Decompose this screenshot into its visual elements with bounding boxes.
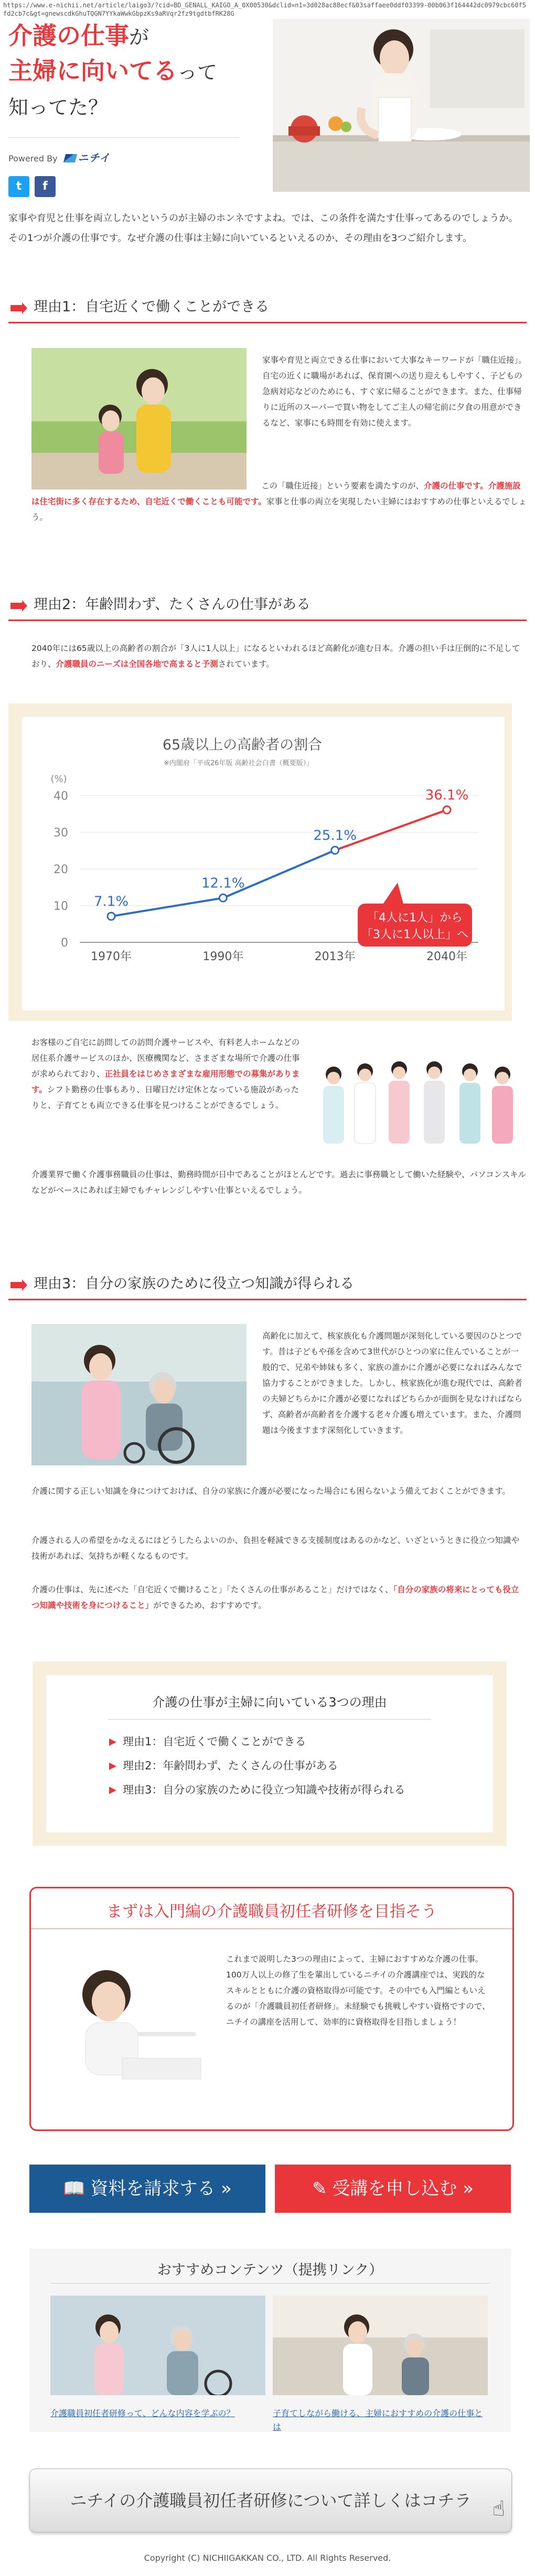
chart-data-label: 12.1% <box>201 875 245 892</box>
section3-para4-emph: 「自分の家族の将来にとっても役立つ知識や技術を身につけること」 <box>31 1585 519 1610</box>
recommend-link[interactable]: 子育てしながら働ける、主婦におすすめの介護の仕事とは <box>273 2408 483 2432</box>
title-line3: 知ってた？ <box>8 96 109 119</box>
chart-data-label: 25.1% <box>313 828 357 844</box>
section3-para4-prefix: 介護の仕事は、先に述べた「自宅近くで働けること」「たくさんの仕事があること」だけではなく、 <box>31 1585 393 1594</box>
chart-point <box>108 912 115 920</box>
section2-body-emph: 介護職員のニーズは全国各地で高まると予測 <box>56 659 218 669</box>
logo-text: ニチイ <box>78 151 111 164</box>
recommend-link[interactable]: 介護職員初任者研修って、どんな内容を学ぶの？ <box>50 2408 235 2419</box>
chart-x-axis <box>91 950 467 963</box>
annotation-line1: 「4人に1人」から <box>367 911 463 925</box>
request-materials-button[interactable] <box>29 2165 265 2213</box>
annotation-line2: 「3人に1人以上」へ <box>361 928 468 941</box>
y-tick-label: 30 <box>54 827 68 840</box>
section3-body-tail: また、介護問題は今後ますます深刻化していきます。 <box>262 1410 521 1435</box>
cta-title: まずは入門編の介護職員初任者研修を目指そう <box>106 1903 437 1921</box>
powered-by-label: Powered By <box>8 154 58 164</box>
summary-divider <box>108 1719 431 1720</box>
apply-course-button[interactable] <box>275 2165 511 2213</box>
recommend-card[interactable] <box>50 2296 268 2420</box>
facebook-share-button[interactable]: f <box>35 176 56 197</box>
triangle-bullet-icon <box>109 1787 116 1794</box>
title-line2: 主婦に向いてる <box>8 57 177 85</box>
x-tick-label: 2040年 <box>426 950 467 963</box>
x-tick-label: 1970年 <box>91 950 132 963</box>
section2-para2 <box>31 1035 302 1113</box>
recommend-title: おすすめコンテンツ（提携リンク） <box>157 2262 383 2278</box>
social-share <box>8 176 61 197</box>
summary-item-text: 理由1：自宅近くで働くことができる <box>123 1735 306 1748</box>
section1-emph: 介護の仕事です。介護施設は住宅街に多く存在するため、自宅近くで働くことも可能です。 <box>31 481 521 506</box>
y-tick-label: 10 <box>54 900 68 913</box>
section2-para2-tail: シフト勤務の仕事もあり、日曜日だけ定休となっている施設があったりと、子育てとも両立できる仕事を見つけることができるでしょう。 <box>31 1085 299 1110</box>
request-materials-label: 資料を請求する » <box>90 2178 232 2199</box>
nichii-logo[interactable] <box>65 148 111 168</box>
chart-data-labels <box>94 787 468 909</box>
chart-point <box>443 806 451 813</box>
chart-data-label: 7.1% <box>93 894 129 910</box>
section2-para3: 介護業界で働く介護事務職員の仕事は、勤務時間が日中であることがほとんどです。過去に事務職として働いた経験や、パソコンスキルなどがベースにあれば主婦でもチャレンジしやすい仕事といえるでしょう。 <box>31 1170 527 1195</box>
section1-emph-prefix: この「職住近接」という要素を満たすのが、 <box>261 481 424 491</box>
annotation-pointer <box>382 883 404 906</box>
hero <box>0 19 535 192</box>
nichii-mark-icon <box>63 154 77 162</box>
woman-studying-illustration <box>54 1953 206 2084</box>
triangle-bullet-icon <box>109 1763 116 1770</box>
y-tick-label: 40 <box>54 790 68 803</box>
section2-body <box>31 640 527 672</box>
y-tick-label: 20 <box>54 863 68 876</box>
chart-point <box>331 846 339 854</box>
hero-kitchen-photo <box>273 19 530 192</box>
section2-para2-text: お客様のご自宅に訪問しての訪問介護サービスや、有料老人ホームなどの居住系介護サービスのほか、医療機関など、さまざまな場所で介護の仕事が求められており、 <box>31 1038 300 1079</box>
pointer-hand-icon: ☝ <box>492 2497 505 2521</box>
x-tick-label: 2013年 <box>314 950 356 963</box>
section3-heading <box>8 1274 527 1300</box>
pencil-icon: ✎ <box>312 2178 327 2199</box>
woman-kitchen-illustration <box>273 19 530 192</box>
elderly-care-photo <box>31 1324 247 1465</box>
twitter-share-button[interactable]: t <box>8 176 29 197</box>
chart-annotation <box>358 883 472 947</box>
cta-box <box>29 1887 514 2131</box>
hero-divider <box>8 137 239 138</box>
arrow-bullet-icon <box>10 1282 22 1288</box>
mother-child-illustration <box>31 348 247 490</box>
arrow-bullet-icon <box>10 603 22 609</box>
section1-emph-paragraph <box>31 478 527 525</box>
section3-para4 <box>31 1582 527 1613</box>
summary-item <box>109 1758 338 1774</box>
section2-heading <box>8 594 527 621</box>
x-tick-label: 1990年 <box>202 950 244 963</box>
care-staff-group-illustration <box>313 1053 525 1147</box>
section3-body <box>262 1328 527 1438</box>
copyright: Copyright (C) NICHIIGAKKAN CO., LTD. All Rights Reserved. <box>144 2553 391 2563</box>
mother-child-photo <box>31 348 247 490</box>
title-line1: 介護の仕事 <box>8 21 129 50</box>
care-staff-photo <box>313 1053 525 1147</box>
page-title <box>8 19 255 124</box>
section3-para3: 介護される人の希望をかなえるにはどうしたらよいのか、負担を軽減できる支援制度はあるのかなど、いざというときに役立つ知識や技術があれば、気持ちが軽くなるものです。 <box>31 1536 520 1561</box>
apply-course-label: 受講を申し込む » <box>332 2178 474 2199</box>
chart-y-axis <box>54 790 68 950</box>
summary-card <box>46 1675 493 1832</box>
summary-item-text: 理由3：自分の家族のために役立つ知識や技術が得られる <box>123 1784 405 1796</box>
title-line1-suffix: が <box>129 26 149 49</box>
section3-para2: 介護に関する正しい知識を身につけておけば、自分の家族に介護が必要になった場合にも困らないよう備えておくことができます。 <box>31 1486 510 1496</box>
y-tick-label: 0 <box>61 937 68 950</box>
summary-item-text: 理由2：年齢問わず、たくさんの仕事がある <box>123 1759 338 1772</box>
section1-title: 理由1：自宅近くで働くことができる <box>34 299 270 315</box>
recommend-thumbnail <box>273 2296 488 2395</box>
recommend-divider <box>50 2283 490 2284</box>
recommend-thumbnail <box>50 2296 265 2395</box>
arrow-bullet-icon <box>10 305 22 311</box>
book-icon: 📖 <box>63 2178 85 2199</box>
summary-item <box>109 1782 405 1798</box>
chart-card <box>22 717 505 1010</box>
section2-title: 理由2：年齢問わず、たくさんの仕事がある <box>34 596 311 613</box>
chart-subtitle: ※内閣府「平成26年版 高齢社会白書（概要版）」 <box>164 759 314 767</box>
recommend-card[interactable] <box>273 2296 490 2434</box>
recommended-contents <box>29 2248 511 2432</box>
title-line2-suffix: って <box>177 61 218 84</box>
section1-tail: 家事と仕事の両立を実現したい主婦にはおすすめの仕事といえるでしょう。 <box>31 497 527 522</box>
section1-body: 家事や育児と両立できる仕事において大事なキーワードが「職住近接」。自宅の近くに職場があれば、保育園への送り迎えもしやすく、子どもの急病対応などのためにも、すぐ家に帰ることができます。また、仕事帰りに近所のスーパーで買い物をしてご主人の帰宅前に夕食の用意ができるなど、家事にも時間を有効に使えます。 <box>262 355 527 428</box>
course-details-button[interactable] <box>29 2469 512 2532</box>
course-details-label: ニチイの介護職員初任者研修について詳しくはコチラ <box>70 2491 472 2510</box>
section3-para4-suffix: ができるため、おすすめです。 <box>153 1601 266 1610</box>
section2-para2-emph: 正社員をはじめさまざまな雇用形態での募集があります。 <box>31 1069 300 1094</box>
caregiver-wheelchair-illustration <box>31 1324 247 1465</box>
powered-by <box>8 148 110 168</box>
section2-body-suffix: されています。 <box>218 659 275 669</box>
cta-body: これまで説明した3つの理由によって、主婦におすすめな介護の仕事。100万人以上の修了生を輩出しているニチイの介護講座では、実践的なスキルとともに介護の資格取得が可能です。その中でも入門編ともいえるのが「介護職員初任者研修」。未経験でも挑戦しやすい資格ですので、ニチイの講座を活用して、効率的に資格取得を目指しましょう！ <box>226 1954 490 2027</box>
chart-ylabel: (%) <box>50 774 67 785</box>
chart-title: 65歳以上の高齢者の割合 <box>162 737 323 753</box>
study-woman-photo <box>54 1953 206 2084</box>
chart-data-label: 36.1% <box>425 787 469 803</box>
address-url[interactable]: https://www.e-nichii.net/article/laigo3/?cid=BD_GENALL_KAIGO_A_0X00530&dclid=n1=3d028ac88ecf&03saffaee0ddf03399-00b063f164442dc0979cbc60f5fd2cb7c&gt=gnewscdkGhuTQGN7YYkaWwkGbpzKs9aRVqr2fz9tgdtbfRK28G <box>3 2 526 17</box>
summary-item <box>109 1734 306 1749</box>
cta-divider <box>31 1928 512 1929</box>
elderly-ratio-line-chart <box>22 717 505 1010</box>
intro-text: 家事や育児と仕事を両立したいというのが主婦のホンネですよね。では、この条件を満たす仕事ってあるのでしょうか。その1つが介護の仕事です。なぜ介護の仕事は主婦に向いているといえるのか、その理由を3つご紹介します。 <box>8 213 518 244</box>
summary-box <box>33 1661 507 1846</box>
section2-body-prefix: 2040年には65歳以上の高齢者の割合が「3人に1人以上」になるといわれるほど高齢化が進む日本。介護の担い手は圧倒的に不足しており、 <box>31 644 520 669</box>
section3-title: 理由3：自分の家族のために役立つ知識が得られる <box>34 1276 355 1292</box>
triangle-bullet-icon <box>109 1738 116 1746</box>
section1-heading <box>8 297 527 323</box>
summary-title: 介護の仕事が主婦に向いている3つの理由 <box>152 1695 387 1710</box>
chart-frame <box>8 703 512 1021</box>
section3-body-text: 高齢化に加えて、核家族化も介護問題が深刻化している要因のひとつです。昔は子どもや孫を含めて3世代がひとつの家に住んでいることが一般的で、兄弟や姉妹も多く、家族の誰かに介護が必要になればみんなで協力することができました。しかし、核家族化が進む現代では、高齢者の夫婦どちらかに介護が必要になればどちらかが面倒を見なければならず、高齢者が高齢者を介護する老々介護も増えています。 <box>262 1331 523 1419</box>
chart-point <box>219 894 227 901</box>
